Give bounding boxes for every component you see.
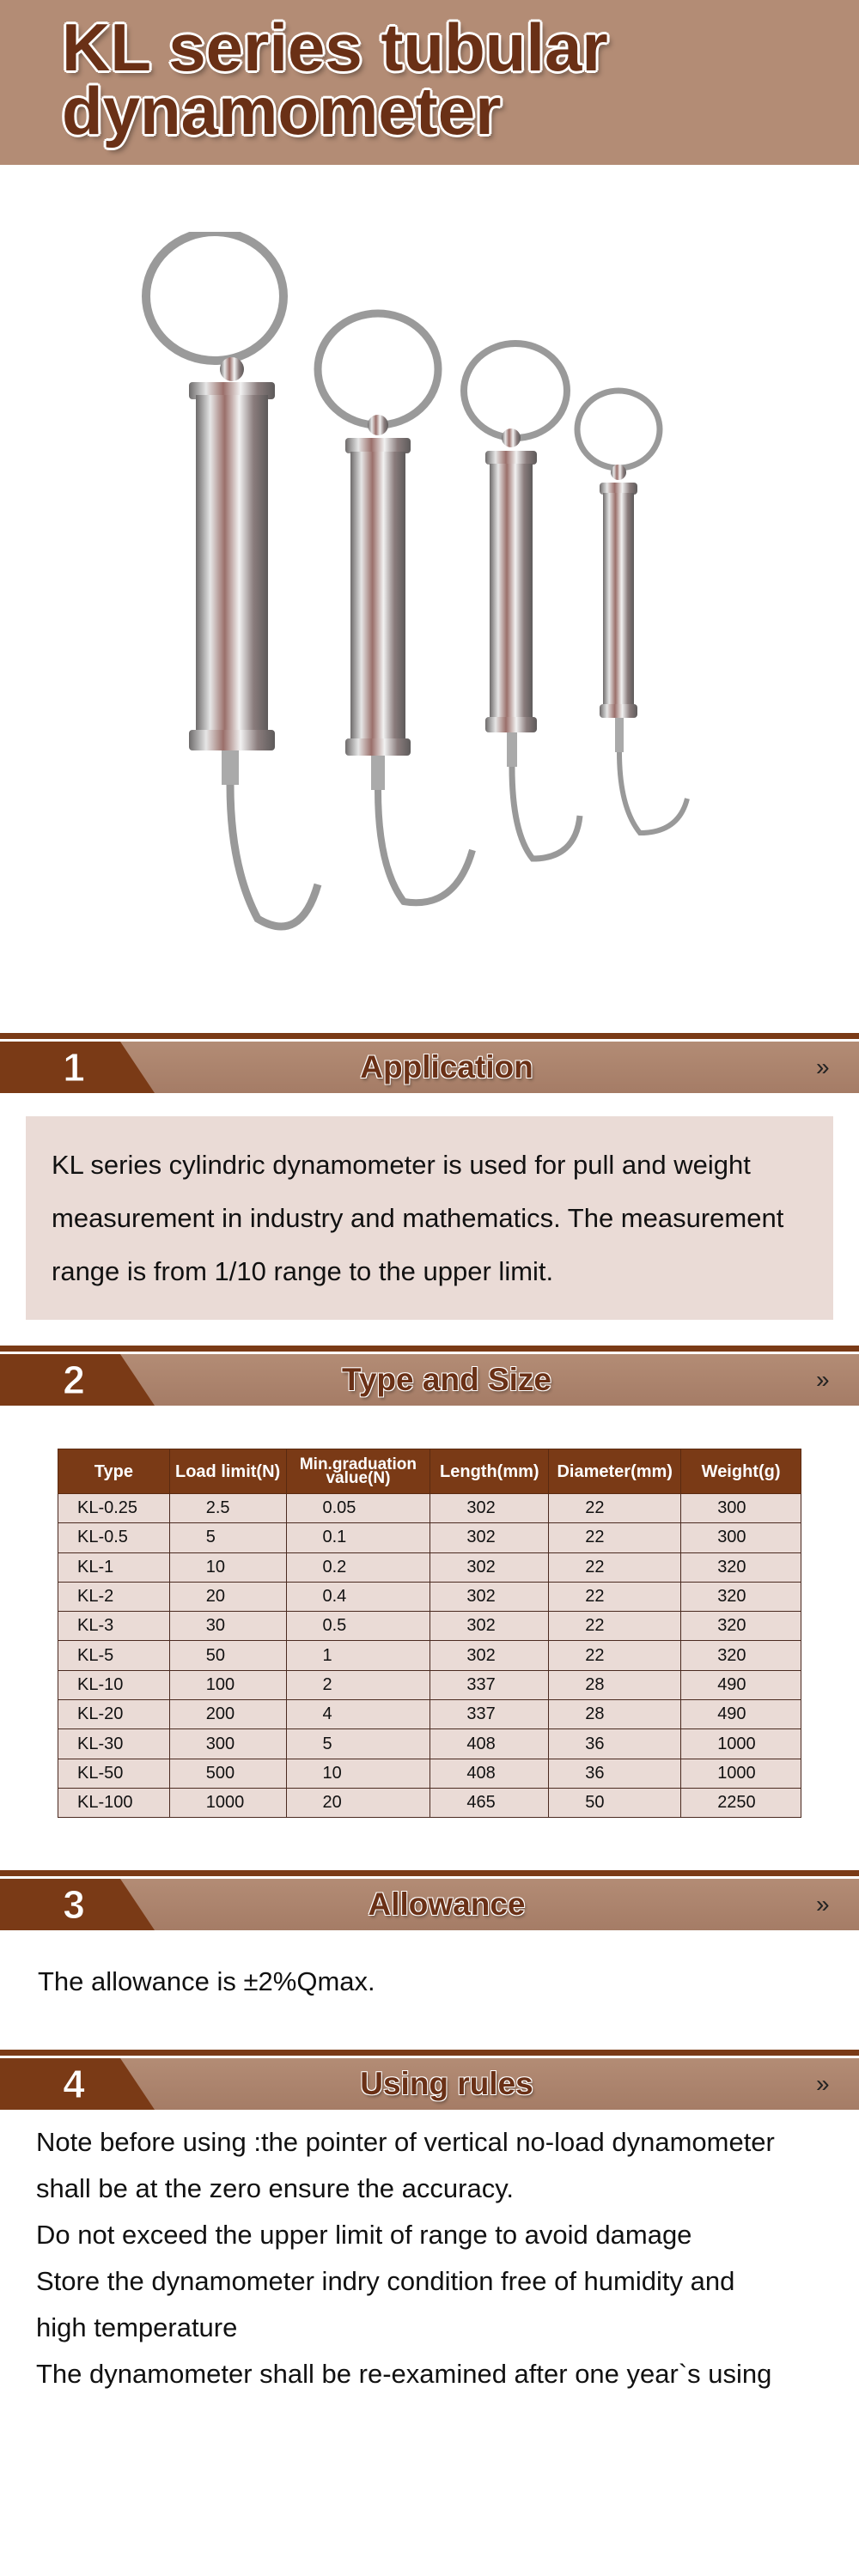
table-row xyxy=(58,1582,801,1611)
section-header-application xyxy=(0,1033,859,1093)
table-cell: 337 xyxy=(430,1700,549,1729)
section-header-allowance xyxy=(0,1870,859,1930)
table-cell: 50 xyxy=(169,1641,286,1670)
table-cell: 30 xyxy=(169,1612,286,1641)
table-cell: KL-0.5 xyxy=(58,1523,170,1552)
table-cell: KL-5 xyxy=(58,1641,170,1670)
table-cell: 500 xyxy=(169,1759,286,1788)
table-cell: KL-3 xyxy=(58,1612,170,1641)
table-cell: 36 xyxy=(549,1729,681,1759)
dynamometer-small xyxy=(464,343,580,859)
double-chevron-right-icon: » xyxy=(816,1366,830,1393)
table-cell: 10 xyxy=(169,1552,286,1582)
table-cell: KL-50 xyxy=(58,1759,170,1788)
table-cell: 0.4 xyxy=(286,1582,430,1611)
section-number: 2 xyxy=(63,1358,85,1402)
table-cell: 22 xyxy=(549,1582,681,1611)
table-cell: 302 xyxy=(430,1523,549,1552)
application-box xyxy=(26,1116,833,1320)
table-cell: 1000 xyxy=(681,1759,801,1788)
table-cell: KL-100 xyxy=(58,1788,170,1817)
table-row xyxy=(58,1700,801,1729)
table-cell: 490 xyxy=(681,1700,801,1729)
rule-line: Note before using :the pointer of vertical no-load dynamometer xyxy=(36,2127,775,2157)
table-cell: KL-0.25 xyxy=(58,1494,170,1523)
table-cell: KL-10 xyxy=(58,1670,170,1699)
table-cell: 200 xyxy=(169,1700,286,1729)
table-row xyxy=(58,1523,801,1552)
type-and-size-table xyxy=(58,1449,801,1818)
table-cell: 4 xyxy=(286,1700,430,1729)
table-row xyxy=(58,1729,801,1759)
table-cell: 302 xyxy=(430,1612,549,1641)
table-cell: 320 xyxy=(681,1552,801,1582)
table-cell: 100 xyxy=(169,1670,286,1699)
section-divider xyxy=(0,1346,859,1352)
double-chevron-right-icon: » xyxy=(816,2070,830,2097)
table-cell: 20 xyxy=(169,1582,286,1611)
page-title-line-1: KL series tubular xyxy=(62,9,608,85)
table-row xyxy=(58,1641,801,1670)
table-row xyxy=(58,1788,801,1817)
table-row xyxy=(58,1494,801,1523)
table-cell: 22 xyxy=(549,1612,681,1641)
column-header-load-limit: Load limit(N) xyxy=(169,1449,286,1494)
table-cell: 28 xyxy=(549,1670,681,1699)
table-cell: 302 xyxy=(430,1582,549,1611)
table-cell: 5 xyxy=(286,1729,430,1759)
table-cell: 22 xyxy=(549,1523,681,1552)
table-cell: 36 xyxy=(549,1759,681,1788)
table-cell: KL-2 xyxy=(58,1582,170,1611)
rule-line: Do not exceed the upper limit of range to avoid damage xyxy=(36,2220,692,2250)
rule-line: shall be at the zero ensure the accuracy. xyxy=(36,2173,515,2203)
table-cell: 300 xyxy=(681,1494,801,1523)
table-cell: 0.1 xyxy=(286,1523,430,1552)
table-cell: 22 xyxy=(549,1552,681,1582)
application-text-line-2: measurement in industry and mathematics. The measurement xyxy=(52,1203,784,1233)
column-header-min-graduation: Min.graduation value(N) xyxy=(286,1449,430,1494)
page-header xyxy=(0,0,859,165)
rule-line: Store the dynamometer indry condition free of humidity and xyxy=(36,2266,735,2296)
table-cell: 490 xyxy=(681,1670,801,1699)
section-title: Allowance xyxy=(368,1886,526,1922)
allowance-text: The allowance is ±2%Qmax. xyxy=(38,1966,375,1996)
table-cell: 302 xyxy=(430,1494,549,1523)
table-cell: 300 xyxy=(681,1523,801,1552)
column-header-weight: Weight(g) xyxy=(681,1449,801,1494)
section-number: 1 xyxy=(63,1045,85,1090)
section-divider xyxy=(0,2050,859,2056)
table-cell: 22 xyxy=(549,1641,681,1670)
table-cell: 20 xyxy=(286,1788,430,1817)
table-cell: 337 xyxy=(430,1670,549,1699)
table-cell: 465 xyxy=(430,1788,549,1817)
table-row xyxy=(58,1670,801,1699)
table-cell: 320 xyxy=(681,1612,801,1641)
page-title-line-2: dynamometer xyxy=(62,73,502,149)
table-cell: KL-30 xyxy=(58,1729,170,1759)
table-cell: 320 xyxy=(681,1582,801,1611)
double-chevron-right-icon: » xyxy=(816,1054,830,1080)
application-text-line-3: range is from 1/10 range to the upper limit. xyxy=(52,1256,554,1286)
section-title: Using rules xyxy=(360,2066,533,2101)
table-cell: 1000 xyxy=(681,1729,801,1759)
table-header-row xyxy=(58,1449,801,1494)
column-header-diameter: Diameter(mm) xyxy=(549,1449,681,1494)
double-chevron-right-icon: » xyxy=(816,1891,830,1917)
table-cell: 300 xyxy=(169,1729,286,1759)
section-divider xyxy=(0,1033,859,1039)
table-cell: 2 xyxy=(286,1670,430,1699)
table-cell: 50 xyxy=(549,1788,681,1817)
table-row xyxy=(58,1612,801,1641)
table-cell: 302 xyxy=(430,1552,549,1582)
table-row xyxy=(58,1759,801,1788)
section-header-type-and-size xyxy=(0,1346,859,1406)
rule-line: The dynamometer shall be re-examined after one year`s using xyxy=(36,2359,772,2389)
table-cell: 1000 xyxy=(169,1788,286,1817)
table-cell: 320 xyxy=(681,1641,801,1670)
table-cell: KL-20 xyxy=(58,1700,170,1729)
table-row xyxy=(58,1552,801,1582)
column-header-type: Type xyxy=(58,1449,170,1494)
section-header-using-rules xyxy=(0,2050,859,2110)
section-title: Application xyxy=(360,1049,533,1084)
table-cell: 408 xyxy=(430,1759,549,1788)
table-cell: KL-1 xyxy=(58,1552,170,1582)
table-cell: 0.05 xyxy=(286,1494,430,1523)
table-cell: 2.5 xyxy=(169,1494,286,1523)
rule-line: high temperature xyxy=(36,2312,238,2342)
table-cell: 0.5 xyxy=(286,1612,430,1641)
table-body xyxy=(58,1494,801,1818)
dynamometer-large xyxy=(146,232,318,927)
section-title: Type and Size xyxy=(342,1362,551,1397)
page-title xyxy=(62,9,835,149)
table-cell: 5 xyxy=(169,1523,286,1552)
section-number: 4 xyxy=(63,2062,85,2106)
section-divider xyxy=(0,1870,859,1876)
column-header-length: Length(mm) xyxy=(430,1449,549,1494)
table-cell: 2250 xyxy=(681,1788,801,1817)
table-cell: 408 xyxy=(430,1729,549,1759)
dynamometer-smallest xyxy=(577,391,687,833)
table-cell: 1 xyxy=(286,1641,430,1670)
table-cell: 0.2 xyxy=(286,1552,430,1582)
dynamometer-medium xyxy=(318,313,472,902)
product-photo xyxy=(129,232,730,936)
application-text-line-1: KL series cylindric dynamometer is used for pull and weight xyxy=(52,1150,751,1180)
using-rules-list xyxy=(36,2119,859,2397)
table-cell: 10 xyxy=(286,1759,430,1788)
table-cell: 22 xyxy=(549,1494,681,1523)
section-number: 3 xyxy=(63,1882,85,1927)
table-cell: 28 xyxy=(549,1700,681,1729)
table-cell: 302 xyxy=(430,1641,549,1670)
